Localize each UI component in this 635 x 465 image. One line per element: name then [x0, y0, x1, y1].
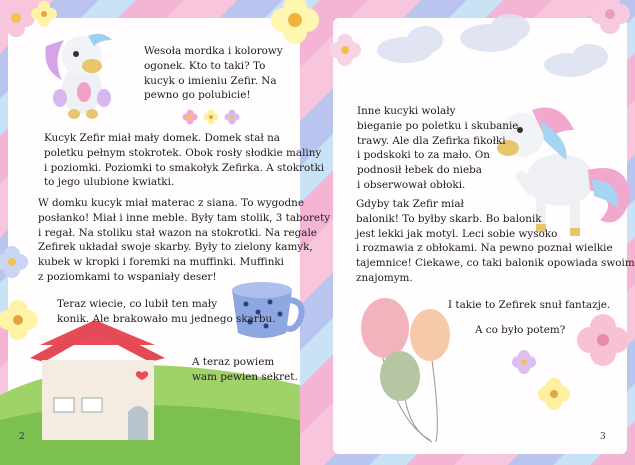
- unicorn-pony-icon: [45, 34, 112, 119]
- flower-icon: [0, 0, 35, 37]
- flower-icon: [183, 110, 198, 125]
- flower-icon: [0, 246, 28, 278]
- left-paragraph-5: A teraz powiem wam pewien sekret.: [192, 356, 298, 383]
- flower-icon: [271, 0, 319, 44]
- left-paragraph-4: Teraz wiecie, co lubił ten mały konik. Ale brakowało mu jednego skarbu.: [57, 298, 276, 325]
- right-paragraph-4: A co było potem?: [475, 324, 566, 336]
- flower-icon: [0, 300, 38, 340]
- flower-icon: [225, 110, 240, 125]
- left-paragraph-2: Kucyk Zefir miał mały domek. Domek stał na poletku pełnym stokrotek. Obok rosły słodkie maliny i poziomki. Poziomki to smakołyk Zefirka. A stokrotki to jego ulubione kwiatki.: [44, 132, 325, 189]
- left-paragraph-3: W domku kucyk miał materac z siana. To wygodne posłanko! Miał i inne meble. Były tam stolik, 3 taborety i regał. Na stoliku stał wazon na stokrotki. Na regale Zefirek układał swoje skarby. Były to zielony kamyk, kubek w kropki i foremki na muffinki. Muffinki z poziomkami to wspaniały deser!: [38, 197, 331, 283]
- house-icon: [30, 320, 165, 440]
- cloud-icon: [377, 14, 608, 77]
- page-number-left: 2: [19, 432, 25, 442]
- right-paragraph-2: Gdyby tak Zefir miał balonik! To byłby skarb. Bo balonik jest lekki jak motyl. Leci sobie wysoko i rozmawia z obłokami. Na pewno poznał wielkie tajemnice! Ciekawe, co taki balonik opowiada swoim znajomym.: [356, 198, 635, 284]
- balloons-icon: [361, 298, 450, 442]
- flower-icon: [204, 110, 219, 125]
- left-paragraph-1: Wesoła mordka i kolorowy ogonek. Kto to taki? To kucyk o imieniu Zefir. Na pewno go polubicie!: [144, 45, 283, 102]
- page-number-right: 3: [600, 432, 606, 442]
- flower-icon: [538, 378, 570, 410]
- flower-icon: [512, 350, 536, 374]
- flower-icon: [577, 314, 629, 366]
- flower-icon: [31, 1, 57, 27]
- flower-icon: [590, 0, 630, 34]
- flower-icon: [329, 34, 361, 66]
- right-paragraph-3: I takie to Zefirek snuł fantazje.: [448, 299, 611, 311]
- right-paragraph-1: Inne kucyki wolały bieganie po poletku i skubanie trawy. Ale dla Zefirka fikołki i podskoki to za mało. On podnosił łebek do nieba i obserwował obłoki.: [357, 105, 519, 191]
